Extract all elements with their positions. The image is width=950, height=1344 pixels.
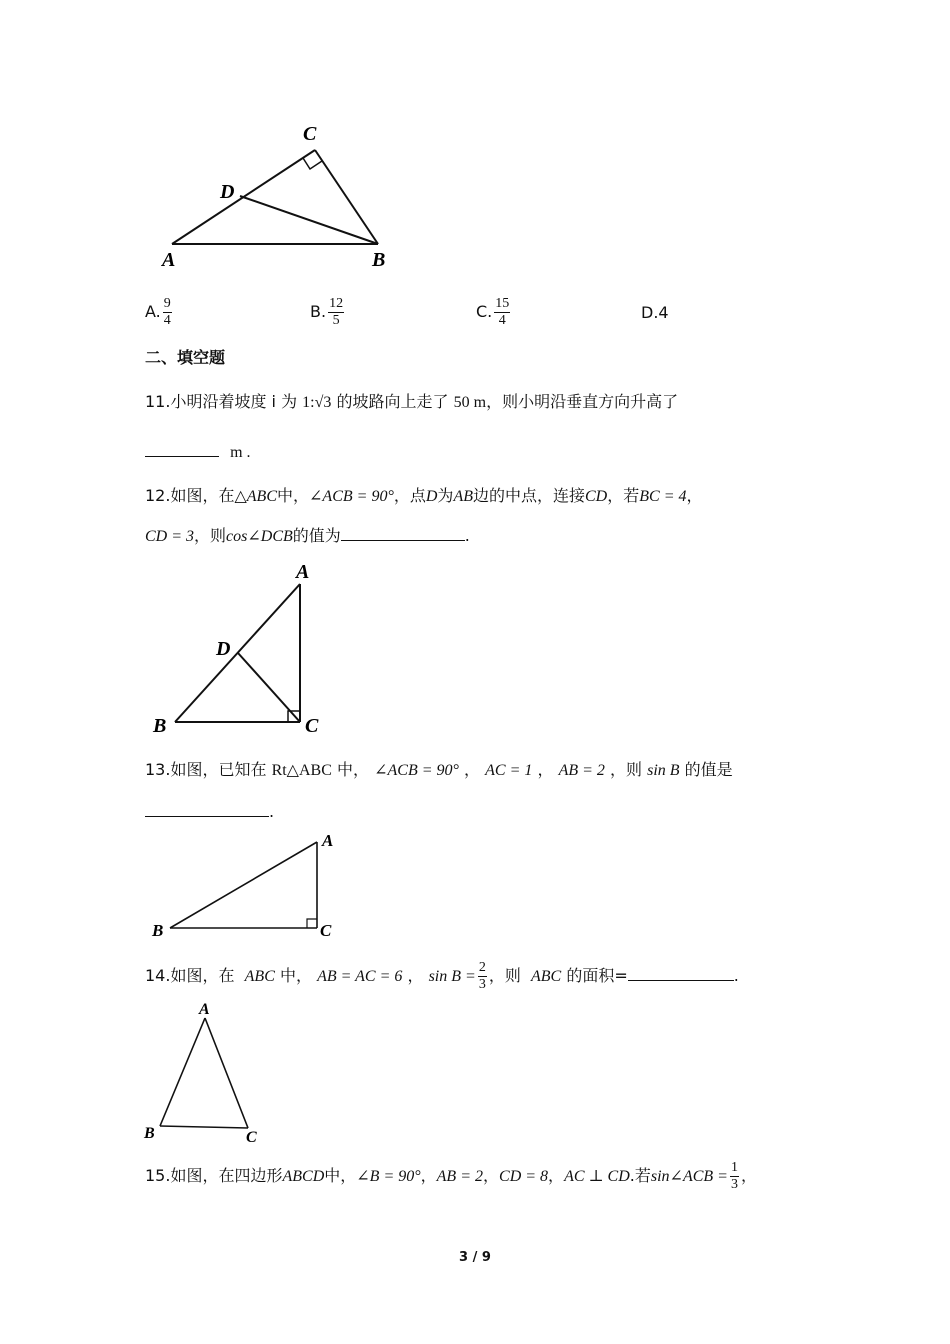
fraction-b: $\frac{12}{5}$ — [329, 296, 344, 328]
right-angle-mark — [303, 158, 322, 169]
label-b: B — [372, 249, 386, 271]
segment-db — [240, 196, 378, 244]
label-b: B — [144, 1125, 155, 1142]
answer-blank-11[interactable] — [145, 440, 219, 457]
segment-bc — [160, 1126, 248, 1128]
option-d[interactable]: D.4 — [641, 303, 669, 322]
label-a: A — [199, 1001, 210, 1018]
question-13: 13.如图，已知在 Rt△ABC 中， ∠ACB = 90° ， AC = 1 ， AB = 2 ，则 sin B 的值是 — [145, 760, 733, 779]
segment-ab — [160, 1018, 205, 1126]
label-b: B — [152, 921, 164, 940]
option-a[interactable]: A. $\frac{9}{4}$ — [145, 296, 171, 328]
label-c: C — [305, 715, 319, 737]
question-14: 14.如图，在 ABC 中， AB = AC = 6 ， sin B = $\frac{2}{3}$ ，则 ABC 的面积= . — [145, 960, 739, 992]
question-11: 11.小明沿着坡度 i 为 1:√3 的坡路向上走了 50 m，则小明沿垂直方向升高了 — [145, 392, 679, 411]
question-12: 12.如图，在△ABC中，∠ACB = 90°，点D为AB边的中点，连接CD，若BC = 4， — [145, 486, 703, 505]
segment-ab — [170, 842, 317, 928]
question-12-line2: CD = 3，则cos∠DCB的值为 . — [145, 526, 470, 545]
label-d: D — [216, 638, 231, 660]
label-c: C — [303, 123, 317, 145]
question-15: 15.如图，在四边形ABCD中，∠B = 90°，AB = 2，CD = 8，AC ⊥ CD.若sin∠ACB = $\frac{1}{3}$ ， — [145, 1160, 757, 1192]
question-11-answer-line: m . — [145, 440, 251, 463]
label-a: A — [162, 249, 176, 271]
figure-1-triangle — [150, 118, 410, 278]
section-heading: 二、填空题 — [145, 348, 226, 367]
right-angle-mark — [307, 919, 317, 928]
segment-cb — [315, 150, 378, 244]
page-number: 3 / 9 — [459, 1250, 491, 1265]
fraction-sin-acb: $\frac{1}{3}$ — [730, 1160, 738, 1192]
figure-2-triangle — [148, 556, 338, 740]
option-c[interactable]: C. $\frac{15}{4}$ — [476, 296, 510, 328]
fraction-a: $\frac{9}{4}$ — [163, 296, 171, 328]
label-d: D — [220, 181, 235, 203]
label-a: A — [322, 831, 334, 850]
fraction-sin-b: $\frac{2}{3}$ — [478, 960, 486, 992]
fraction-c: $\frac{15}{4}$ — [495, 296, 510, 328]
label-a: A — [296, 561, 310, 583]
figure-3-triangle — [148, 828, 348, 940]
figure-4-triangle — [140, 1000, 270, 1148]
answer-blank-13[interactable] — [145, 800, 269, 817]
answer-blank-12[interactable] — [341, 524, 465, 541]
label-b: B — [153, 715, 167, 737]
label-c: C — [246, 1129, 257, 1146]
label-c: C — [320, 921, 332, 940]
segment-ac — [205, 1018, 248, 1128]
option-b[interactable]: B. $\frac{12}{5}$ — [310, 296, 344, 328]
question-13-answer-line: . — [145, 800, 274, 822]
answer-blank-14[interactable] — [628, 964, 734, 981]
